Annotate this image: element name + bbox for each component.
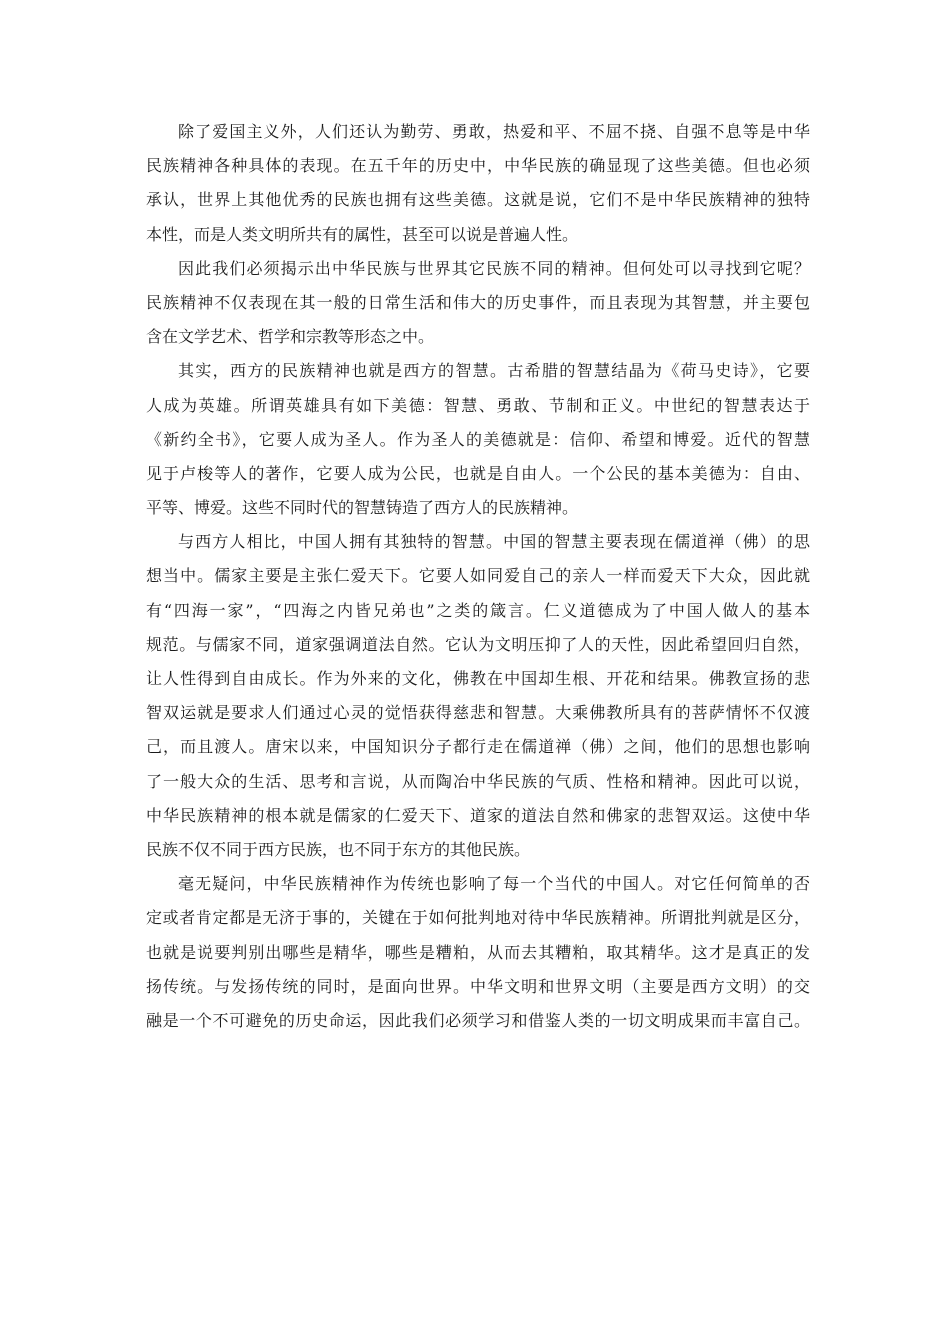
text-line: 有“四海一家”，“四海之内皆兄弟也”之类的箴言。仁义道德成为了中国人做人的基本 [146, 600, 810, 620]
text-line: 了一般大众的生活、思考和言说，从而陶冶中华民族的气质、性格和精神。因此可以说， [146, 771, 810, 791]
text-line: 智双运就是要求人们通过心灵的觉悟获得慈悲和智慧。大乘佛教所具有的菩萨情怀不仅渡 [146, 703, 810, 723]
text-line: 民族精神不仅表现在其一般的日常生活和伟大的历史事件，而且表现为其智慧，并主要包 [146, 292, 810, 312]
paragraph-3 [146, 354, 810, 525]
text-line: 定或者肯定都是无济于事的，关键在于如何批判地对待中华民族精神。所谓批判就是区分， [146, 908, 810, 928]
document-body [146, 115, 810, 1038]
paragraph-1 [146, 115, 810, 252]
text-line: 己，而且渡人。唐宋以来，中国知识分子都行走在儒道禅（佛）之间，他们的思想也影响 [146, 737, 810, 757]
text-line: 承认，世界上其他优秀的民族也拥有这些美德。这就是说，它们不是中华民族精神的独特 [146, 190, 810, 210]
paragraph-2 [146, 252, 810, 355]
text-line: 也就是说要判别出哪些是精华，哪些是糟粕，从而去其糟粕，取其精华。这才是真正的发 [146, 942, 810, 962]
text-line: 因此我们必须揭示出中华民族与世界其它民族不同的精神。但何处可以寻找到它呢？ [178, 258, 810, 278]
text-line: 融是一个不可避免的历史命运，因此我们必须学习和借鉴人类的一切文明成果而丰富自己。 [146, 1010, 810, 1030]
text-line: 毫无疑问，中华民族精神作为传统也影响了每一个当代的中国人。对它任何简单的否 [178, 874, 810, 894]
text-line: 除了爱国主义外，人们还认为勤劳、勇敢，热爱和平、不屈不挠、自强不息等是中华 [178, 122, 810, 141]
text-line: 民族不仅不同于西方民族，也不同于东方的其他民族。 [146, 839, 531, 859]
text-line: 扬传统。与发扬传统的同时，是面向世界。中华文明和世界文明（主要是西方文明）的交 [146, 976, 810, 996]
text-line: 平等、博爱。这些不同时代的智慧铸造了西方人的民族精神。 [146, 498, 579, 518]
text-line: 本性，而是人类文明所共有的属性，甚至可以说是普遍人性。 [146, 224, 579, 244]
text-line: 人成为英雄。所谓英雄具有如下美德：智慧、勇敢、节制和正义。中世纪的智慧表达于 [146, 395, 810, 415]
text-line: 规范。与儒家不同，道家强调道法自然。它认为文明压抑了人的天性，因此希望回归自然， [146, 634, 810, 654]
text-line: 《新约全书》，它要人成为圣人。作为圣人的美德就是：信仰、希望和博爱。近代的智慧 [146, 429, 810, 449]
paragraph-5 [146, 867, 810, 1038]
text-line: 其实，西方的民族精神也就是西方的智慧。古希腊的智慧结晶为《荷马史诗》，它要 [178, 361, 810, 381]
text-line: 见于卢梭等人的著作，它要人成为公民，也就是自由人。一个公民的基本美德为：自由、 [146, 463, 810, 483]
text-line: 想当中。儒家主要是主张仁爱天下。它要人如同爱自己的亲人一样而爱天下大众，因此就 [146, 566, 810, 586]
text-line: 中华民族精神的根本就是儒家的仁爱天下、道家的道法自然和佛家的悲智双运。这使中华 [146, 805, 810, 825]
text-line: 与西方人相比，中国人拥有其独特的智慧。中国的智慧主要表现在儒道禅（佛）的思 [178, 532, 810, 552]
paragraph-4 [146, 525, 810, 867]
text-line: 含在文学艺术、哲学和宗教等形态之中。 [146, 327, 435, 347]
text-line: 民族精神各种具体的表现。在五千年的历史中，中华民族的确显现了这些美德。但也必须 [146, 156, 810, 176]
text-line: 让人性得到自由成长。作为外来的文化，佛教在中国却生根、开花和结果。佛教宣扬的悲 [146, 669, 810, 688]
